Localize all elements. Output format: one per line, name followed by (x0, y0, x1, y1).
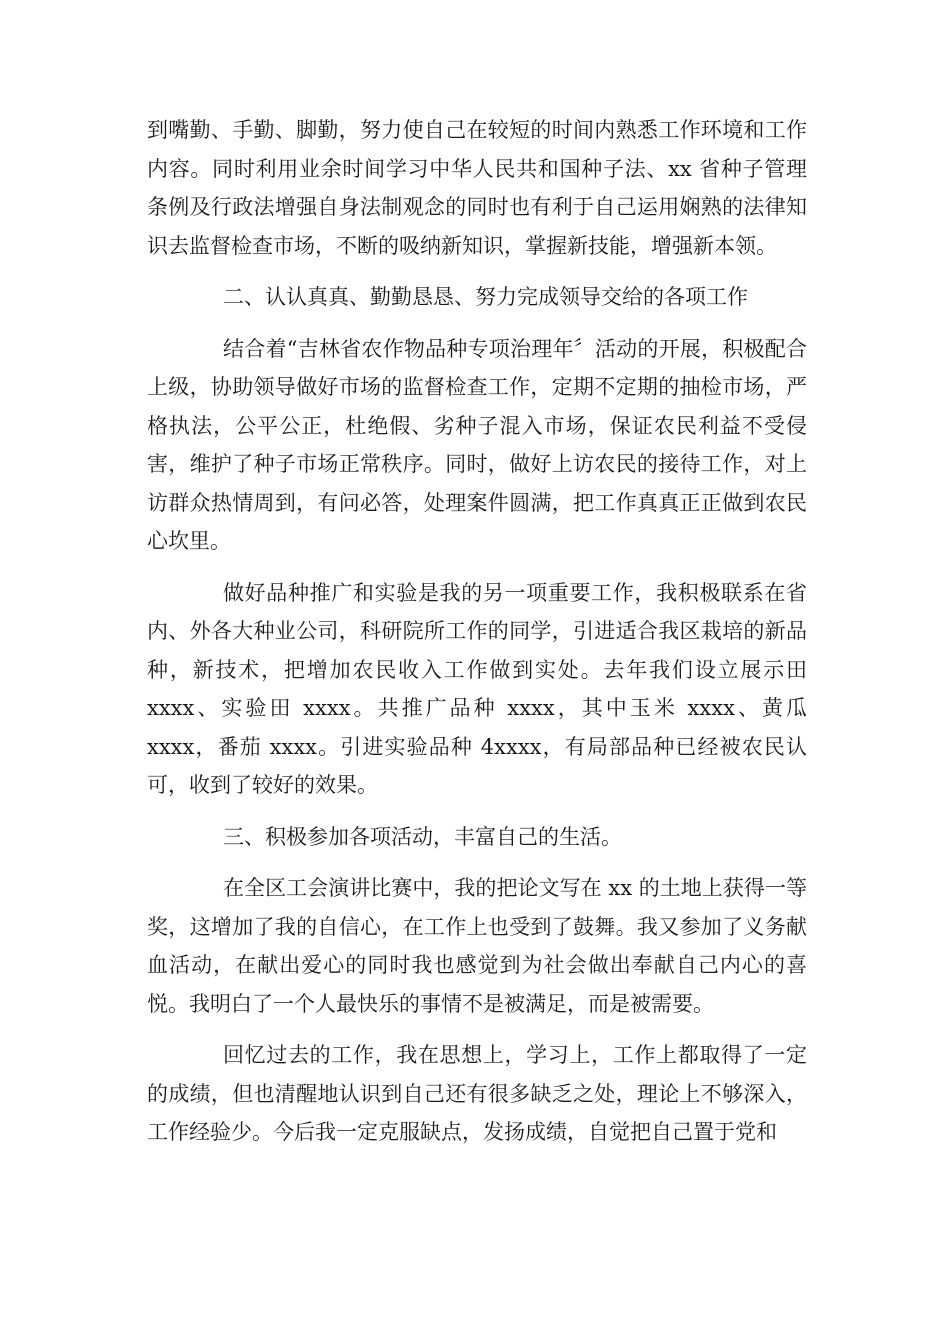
document-body (147, 111, 807, 1165)
paragraph-variety-promotion: 做好品种推广和实验是我的另一项重要工作，我积极联系在省内、外各大种业公司，科研院所工作的同学，引进适合我区栽培的新品种，新技术，把增加农民收入工作做到实处。去年我们设立展示田 xxxx、实验田 xxxx。共推广品种 xxxx，其中玉米 xxxx、黄瓜 xxxx，番茄 xxxx。引进实验品种 4xxxx，有局部品种已经被农民认可，收到了较好的效果。 (147, 580, 807, 797)
section-heading-3: 三、积极参加各项活动，丰富自己的生活。 (223, 824, 622, 849)
paragraph-market-supervision: 结合着“吉林省农作物品种专项治理年〞活动的开展，积极配合上级，协助领导做好市场的监督检查工作，定期不定期的抽检市场，严格执法，公平公正，杜绝假、劣种子混入市场，保证农民利益不受侵害，维护了种子市场正常秩序。同时，做好上访农民的接待工作，对上访群众热情周到，有问必答，处理案件圆满，把工作真真正正做到农民心坎里。 (147, 336, 807, 553)
paragraph-activities: 在全区工会演讲比赛中，我的把论文写在 xx 的土地上获得一等奖，这增加了我的自信心，在工作上也受到了鼓舞。我又参加了义务献血活动，在献出爱心的同时我也感觉到为社会做出奉献自己内心的喜悦。我明白了一个人最快乐的事情不是被满足，而是被需要。 (147, 876, 807, 1016)
paragraph-continuation: 到嘴勤、手勤、脚勤，努力使自己在较短的时间内熟悉工作环境和工作内容。同时利用业余时间学习中华人民共和国种子法、xx 省种子管理条例及行政法增强自身法制观念的同时也有利于自己运用娴熟的法律知识去监督检查市场，不断的吸纳新知识，掌握新技能，增强新本领。 (147, 118, 807, 258)
paragraph-review: 回忆过去的工作，我在思想上，学习上，工作上都取得了一定的成绩，但也清醒地认识到自己还有很多缺乏之处，理论上不够深入，工作经验少。今后我一定克服缺点，发扬成绩，自觉把自己置于党和 (147, 1043, 807, 1144)
section-heading-2: 二、认认真真、勤勤恳恳、努力完成领导交给的各项工作 (223, 285, 748, 309)
